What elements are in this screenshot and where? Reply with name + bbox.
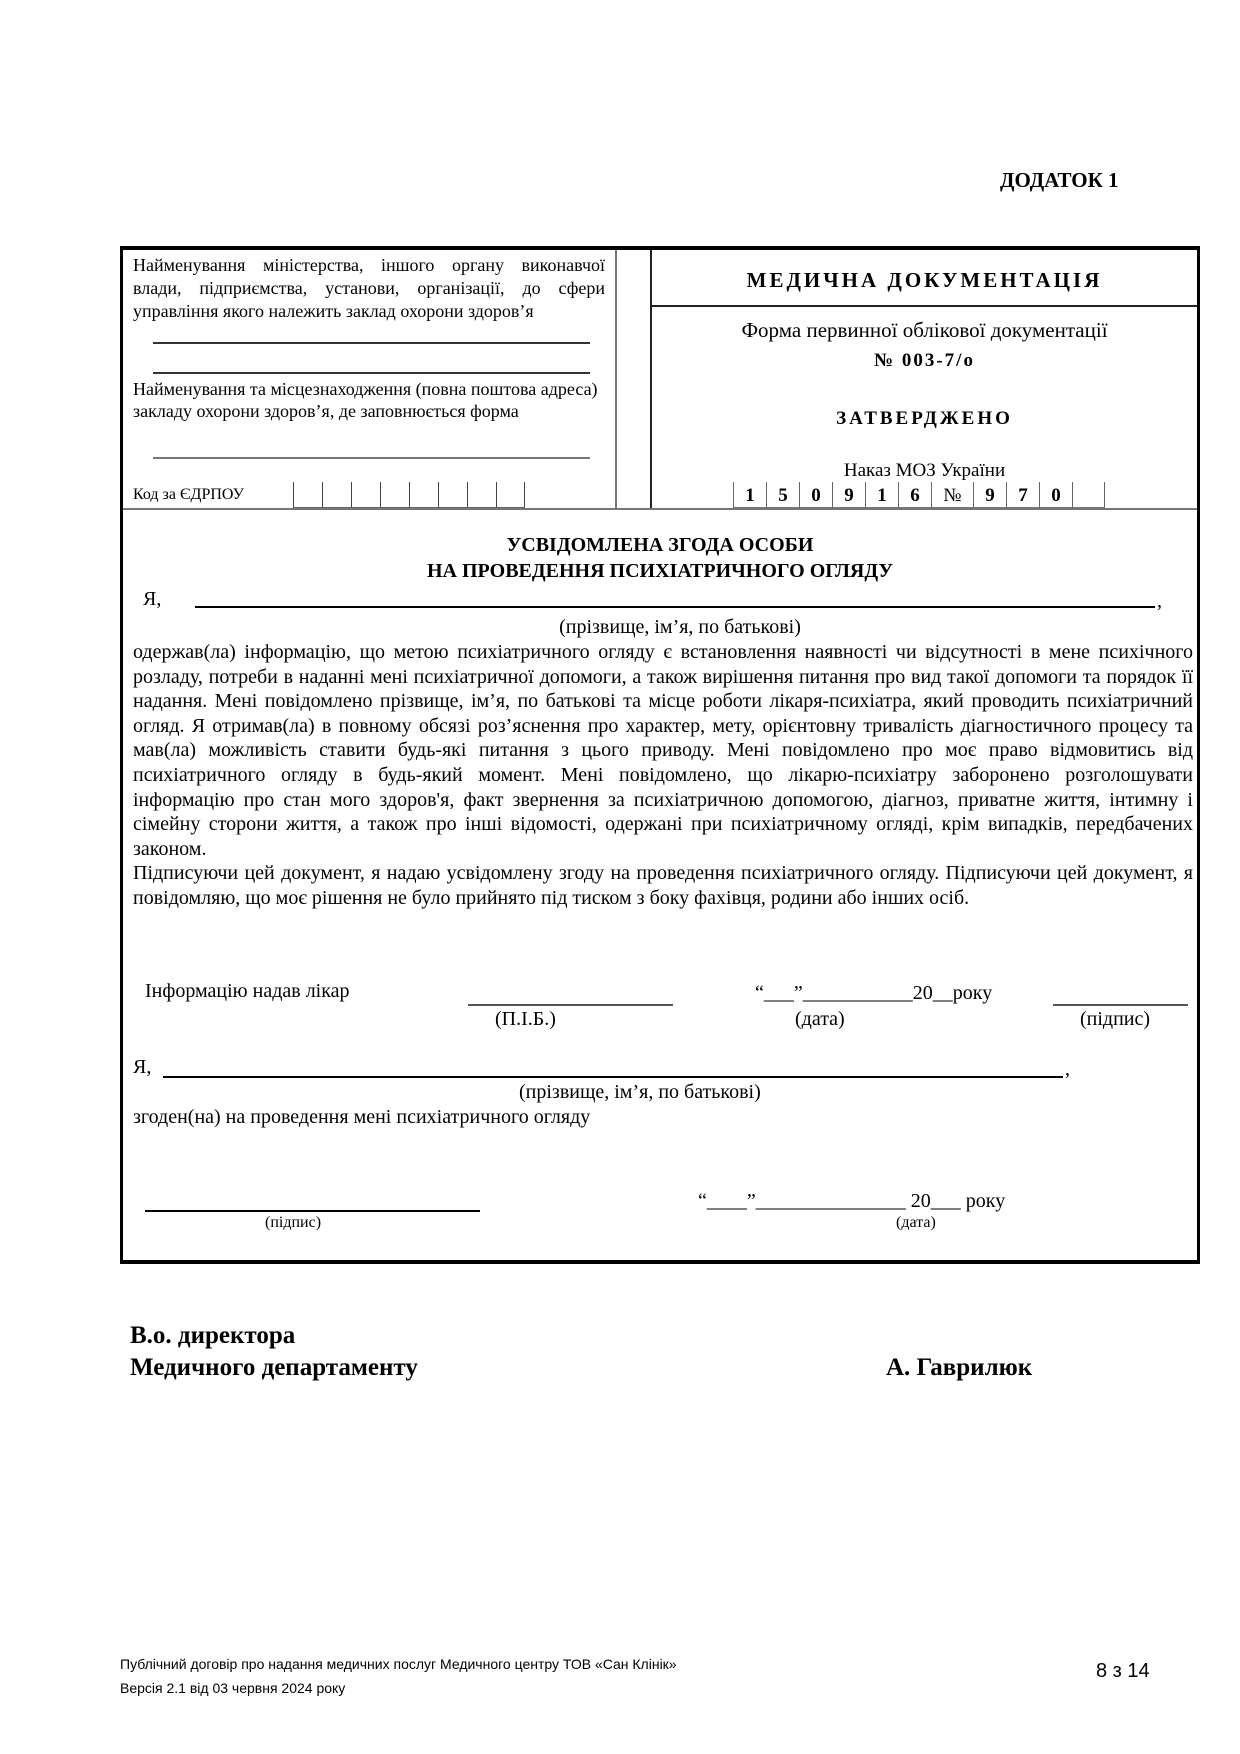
- order-digit-cell: 0: [1039, 482, 1072, 508]
- divider: [652, 305, 1197, 307]
- ministry-input-line[interactable]: [153, 342, 590, 344]
- date-hint-2: (дата): [896, 1214, 936, 1231]
- institution-block: [123, 250, 615, 508]
- approved-label: ЗАТВЕРДЖЕНО: [836, 408, 1013, 429]
- consent-title-line1: УСВІДОМЛЕНА ЗГОДА ОСОБИ: [506, 534, 814, 556]
- order-label: Наказ МОЗ України: [843, 460, 1006, 481]
- ya-label: Я,: [143, 588, 162, 610]
- column-divider: [615, 250, 617, 508]
- order-digit-cell: 5: [766, 482, 799, 508]
- edrpou-digit-cell[interactable]: [322, 482, 351, 508]
- consent-form: [120, 508, 1200, 1264]
- order-digit-cell: 0: [799, 482, 832, 508]
- order-number-cells: [733, 482, 1105, 508]
- order-number-sign: №: [931, 482, 973, 508]
- edrpou-digit-cell[interactable]: [380, 482, 409, 508]
- appendix-label: ДОДАТОК 1: [1000, 168, 1119, 192]
- edrpou-label: Код за ЄДРПОУ: [133, 486, 244, 503]
- name-hint: (прізвище, ім’я, по батькові): [559, 616, 801, 638]
- edrpou-digit-cell[interactable]: [351, 482, 380, 508]
- signatory-position-line1: В.о. директора: [130, 1322, 296, 1349]
- consent-body: [133, 640, 1193, 911]
- ministry-label: Найменування міністерства, іншого органу виконавчої влади, підприємства, установи, організації, до сфери управління якого належить заклад охорони здоров’я: [133, 255, 605, 321]
- patient-signature-input-line[interactable]: [145, 1210, 480, 1212]
- order-digit-cell: 9: [832, 482, 865, 508]
- ya-label-2: Я,: [133, 1056, 152, 1078]
- form-info-block: [652, 250, 1197, 508]
- form-number: № 003-7/о: [874, 350, 975, 371]
- edrpou-digit-cell[interactable]: [293, 482, 322, 508]
- footer-version: Версія 2.1 від 03 червня 2024 року: [120, 1680, 346, 1696]
- doctor-label: Інформацію надав лікар: [145, 980, 350, 1002]
- patient-date-field[interactable]: “____”_______________ 20___ року: [698, 1190, 1006, 1212]
- order-digit-cell: 9: [973, 482, 1006, 508]
- form-name: Форма первинної облікової документації: [741, 318, 1108, 342]
- agree-text: згоден(на) на проведення мені психіатричного огляду: [133, 1106, 591, 1128]
- edrpou-code-cells: [293, 482, 525, 508]
- footer-contract-title: Публічний договір про надання медичних послуг Медичного центру ТОВ «Сан Клінік»: [120, 1656, 677, 1672]
- doctor-date-field[interactable]: “___”___________20__року: [755, 982, 993, 1004]
- order-digit-cell: [1072, 482, 1105, 508]
- signature-hint: (підпис): [1080, 1008, 1151, 1030]
- facility-label: Найменування та місцезнаходження (повна поштова адреса) закладу охорони здоров’я, де заповнюється форма: [133, 379, 598, 421]
- ministry-input-line-2[interactable]: [153, 372, 590, 374]
- edrpou-digit-cell[interactable]: [496, 482, 525, 508]
- consent-title-line2: НА ПРОВЕДЕННЯ ПСИХІАТРИЧНОГО ОГЛЯДУ: [427, 560, 893, 582]
- order-digit-cell: 6: [898, 482, 931, 508]
- pib-hint: (П.І.Б.): [495, 1008, 556, 1030]
- header-table: [120, 246, 1200, 508]
- signatory-position-line2: Медичного департаменту: [130, 1354, 418, 1381]
- facility-input-line[interactable]: [153, 457, 590, 459]
- signature-hint-2: (підпис): [265, 1214, 322, 1231]
- consent-paragraph-1: одержав(ла) інформацію, що метою психіатричного огляду є встановлення наявності чи відсутності в мене психічного розладу, потреби в наданні мені психіатричної допомоги, а також вирішення питання про вид такої допомоги та порядок її надання. Мені повідомлено прізвище, ім’я, по батькові та місце роботи лікаря-психіатра, який проводить психіатричний огляд. Я отримав(ла) в повному обсязі роз’яснення про характер, мету, орієнтовну тривалість діагностичного процесу та мав(ла) можливість ставити будь-які питання з цього приводу. Мені повідомлено про моє право відмовитись від психіатричного огляду в будь-який момент. Мені повідомлено, що лікарю-психіатру заборонено розголошувати інформацію про стан мого здоров'я, факт звернення за психіатричною допомогою, діагноз, приватне життя, інтимну і сімейну сторони життя, а також про інші відомості, одержані при психіатричному огляді, крім випадків, передбачених законом.: [133, 641, 1193, 860]
- edrpou-digit-cell[interactable]: [467, 482, 496, 508]
- comma: ,: [1157, 590, 1162, 612]
- patient-name-input-line-2[interactable]: [163, 1076, 1063, 1078]
- doctor-signature-input-line[interactable]: [1053, 1004, 1188, 1006]
- edrpou-digit-cell[interactable]: [409, 482, 438, 508]
- order-digit-cell: 1: [733, 482, 766, 508]
- comma: ,: [1065, 1058, 1070, 1080]
- order-digit-cell: 1: [865, 482, 898, 508]
- edrpou-digit-cell[interactable]: [438, 482, 467, 508]
- date-hint: (дата): [795, 1008, 845, 1030]
- page-number: 8 з 14: [1096, 1660, 1150, 1682]
- consent-paragraph-2: Підписуючи цей документ, я надаю усвідомлену згоду на проведення психіатричного огляду. Підписуючи цей документ, я повідомляю, що моє рішення не було прийнято під тиском з боку фахівця, родини або інших осіб.: [133, 862, 1193, 909]
- doctor-name-input-line[interactable]: [468, 1004, 673, 1006]
- patient-name-input-line[interactable]: [195, 606, 1155, 608]
- name-hint-2: (прізвище, ім’я, по батькові): [519, 1081, 761, 1103]
- signatory-name: А. Гаврилюк: [886, 1354, 1033, 1381]
- medical-documentation-title: МЕДИЧНА ДОКУМЕНТАЦІЯ: [746, 268, 1103, 292]
- order-digit-cell: 7: [1006, 482, 1039, 508]
